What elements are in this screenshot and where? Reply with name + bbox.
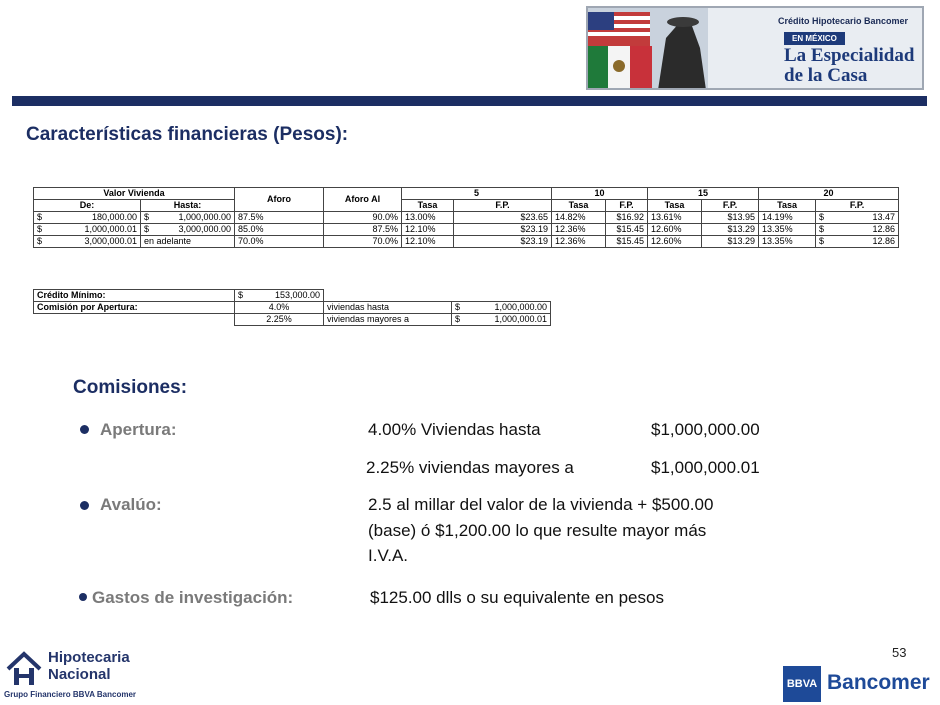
cell-fp-15: $13.95 [702, 212, 759, 224]
cell-tasa-20: 13.35% [759, 224, 816, 236]
avaluo-line-2: (base) ó $1,200.00 lo que resulte mayor más [368, 521, 707, 540]
bullet-icon [80, 501, 89, 510]
cell-aforo-al: 90.0% [324, 212, 402, 224]
header-fp: F.P. [454, 200, 552, 212]
credito-minimo-value: $ 153,000.00 [235, 290, 324, 302]
header-aforo-al: Aforo Al [324, 188, 402, 212]
cell-fp-20: $ 12.86 [816, 236, 899, 248]
table-row [34, 290, 551, 302]
logo-text-1: Hipotecaria [48, 649, 130, 666]
cell-tasa-5: 12.10% [402, 224, 454, 236]
bbva-bancomer-logo [783, 666, 937, 702]
cell-aforo-al: 87.5% [324, 224, 402, 236]
comision-pct-1: 4.0% [235, 302, 324, 314]
header-term-20: 20 [759, 188, 899, 200]
table-row [34, 314, 551, 326]
bullet-icon [80, 425, 89, 434]
commissions-heading: Comisiones: [73, 377, 188, 398]
bbva-box: BBVA [783, 666, 821, 702]
banner-slogan-2: de la Casa [784, 65, 868, 86]
cell-de: $ 180,000.00 [34, 212, 141, 224]
banner-title: Crédito Hipotecario Bancomer [778, 16, 909, 26]
cell-hasta: $ 1,000,000.00 [141, 212, 235, 224]
avaluo-line-1: 2.5 al millar del valor de la vivienda + $500.00 [368, 495, 714, 514]
cell-tasa-10: 12.36% [552, 236, 606, 248]
cell-fp-15: $13.29 [702, 236, 759, 248]
cell-fp-10: $15.45 [606, 224, 648, 236]
house-icon [4, 651, 44, 687]
header-hasta: Hasta: [141, 200, 235, 212]
banner-slogan-1: La Especialidad [784, 45, 915, 66]
gastos-label: Gastos de investigación: [92, 588, 294, 607]
header-aforo: Aforo [235, 188, 324, 212]
header-de: De: [34, 200, 141, 212]
comision-amount-1: $ 1,000,000.00 [452, 302, 551, 314]
cell-tasa-15: 12.60% [648, 236, 702, 248]
apertura-amount-2: $1,000,000.01 [651, 458, 760, 477]
cell-tasa-15: 13.61% [648, 212, 702, 224]
header-fp: F.P. [606, 200, 648, 212]
page-title: Características financieras (Pesos): [26, 124, 349, 145]
cell-fp-5: $23.19 [454, 236, 552, 248]
comision-desc-2: viviendas mayores a [324, 314, 452, 326]
apertura-line-2: 2.25% viviendas mayores a [366, 458, 574, 477]
bancomer-name: Bancomer [827, 671, 930, 694]
hipotecaria-nacional-logo [4, 649, 154, 703]
cell-aforo-al: 70.0% [324, 236, 402, 248]
cell-fp-5: $23.65 [454, 212, 552, 224]
cell-aforo: 85.0% [235, 224, 324, 236]
comision-label: Comisión por Apertura: [34, 302, 235, 314]
table-row [34, 236, 899, 248]
cell-aforo: 70.0% [235, 236, 324, 248]
page-number: 53 [892, 645, 907, 660]
table-row [34, 224, 899, 236]
cell-tasa-5: 13.00% [402, 212, 454, 224]
cell-de: $ 1,000,000.01 [34, 224, 141, 236]
cell-de: $ 3,000,000.01 [34, 236, 141, 248]
rates-table [33, 187, 899, 248]
comision-amount-2: $ 1,000,000.01 [452, 314, 551, 326]
header-fp: F.P. [702, 200, 759, 212]
apertura-amount-1: $1,000,000.00 [651, 420, 760, 439]
cell-aforo: 87.5% [235, 212, 324, 224]
cell-fp-5: $23.19 [454, 224, 552, 236]
logo-tagline: Grupo Financiero BBVA Bancomer [4, 690, 137, 699]
table-row [34, 302, 551, 314]
header-banner [586, 6, 924, 90]
header-term-15: 15 [648, 188, 759, 200]
flag-graphic [588, 8, 708, 90]
header-tasa: Tasa [552, 200, 606, 212]
cell-tasa-10: 14.82% [552, 212, 606, 224]
apertura-line-1: 4.00% Viviendas hasta [368, 420, 541, 439]
credito-minimo-label: Crédito Mínimo: [34, 290, 235, 302]
apertura-label: Apertura: [100, 420, 177, 439]
cell-tasa-20: 13.35% [759, 236, 816, 248]
header-valor-vivienda: Valor Vivienda [34, 188, 235, 200]
logo-text-2: Nacional [48, 666, 111, 683]
header-tasa: Tasa [759, 200, 816, 212]
cell-tasa-5: 12.10% [402, 236, 454, 248]
cell-fp-20: $ 12.86 [816, 224, 899, 236]
cell-tasa-20: 14.19% [759, 212, 816, 224]
avaluo-label: Avalúo: [100, 495, 162, 514]
header-tasa: Tasa [648, 200, 702, 212]
header-divider [12, 96, 927, 106]
table-row [34, 212, 899, 224]
gastos-value: $125.00 dlls o su equivalente en pesos [370, 588, 664, 607]
header-term-10: 10 [552, 188, 648, 200]
header-term-5: 5 [402, 188, 552, 200]
cell-fp-15: $13.29 [702, 224, 759, 236]
header-tasa: Tasa [402, 200, 454, 212]
cell-hasta: $ 3,000,000.00 [141, 224, 235, 236]
cell-fp-10: $15.45 [606, 236, 648, 248]
comision-desc-1: viviendas hasta [324, 302, 452, 314]
credit-table [33, 289, 551, 326]
avaluo-line-3: I.V.A. [368, 546, 409, 565]
comision-pct-2: 2.25% [235, 314, 324, 326]
cell-fp-10: $16.92 [606, 212, 648, 224]
banner-pill: EN MÉXICO [784, 32, 845, 45]
cell-fp-20: $ 13.47 [816, 212, 899, 224]
cell-hasta: en adelante [141, 236, 235, 248]
header-fp: F.P. [816, 200, 899, 212]
cell-tasa-10: 12.36% [552, 224, 606, 236]
bullet-icon [79, 593, 87, 601]
cell-tasa-15: 12.60% [648, 224, 702, 236]
